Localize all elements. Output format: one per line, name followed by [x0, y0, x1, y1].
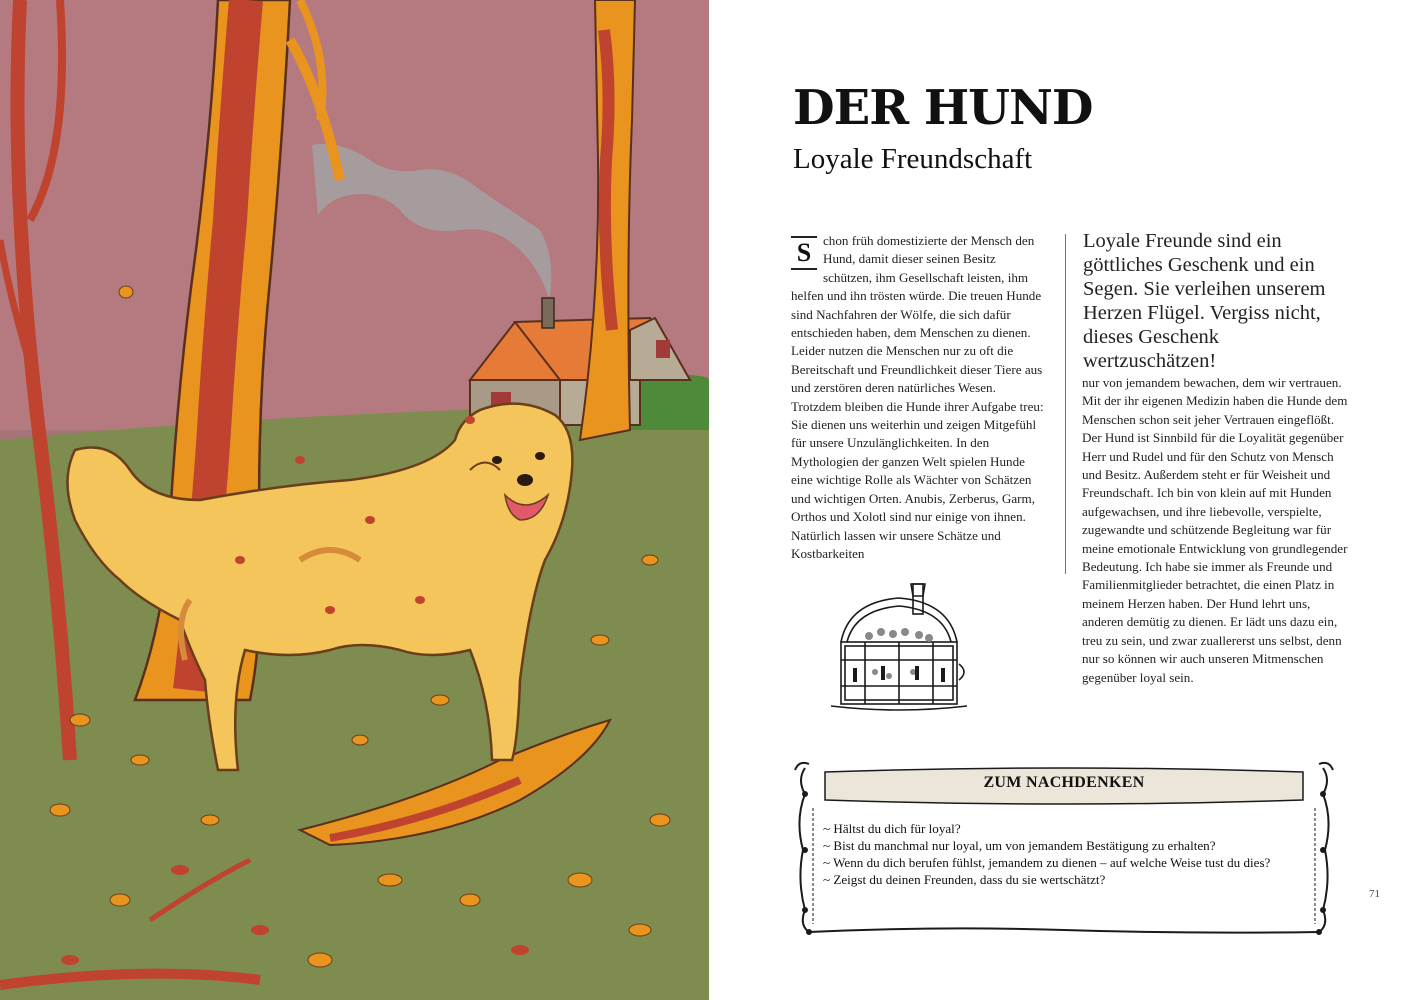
reflection-questions	[823, 820, 1270, 888]
column-divider	[1065, 234, 1066, 574]
list-item: ~ Zeigst du deinen Freunden, dass du sie wertschätzt?	[823, 872, 1106, 887]
treasure-chest-icon	[829, 580, 969, 720]
list-item: ~ Hältst du dich für loyal?	[823, 821, 961, 836]
pull-quote: Loyale Freunde sind ein göttliches Geschenk und ein Segen. Sie verleihen unserem Herzen Flügel. Vergiss nicht, dieses Geschenk wertzuschätzen!	[1083, 230, 1326, 372]
body-text-right: nur von jemandem bewachen, dem wir vertrauen. Mit der ihr eigenen Medizin haben die Hunde dem Menschen schon seit jeher Vertrauen eingeflößt. Der Hund ist Sinnbild für die Loyalität gegenüber Herr und Rudel und für den Schutz von Mensch und Besitz. Außerdem steht er für Weisheit und Freundschaft. Ich bin von klein auf mit Hunden aufgewachsen, und ihre liebevolle, verspielte, zugewandte und schützende Begleitung war für meine emotionale Entwicklung von grundlegender Bedeutung. Ich habe sie immer als Freunde und Familienmitglieder betrachtet, die einen Platz in meinem Herzen haben. Der Hund lehrt uns, anderen demütig zu dienen. Er lädt uns dazu ein, treu zu sein, und zwar zuallererst uns selbst, denn nur so können wir auch unseren Mitmenschen gegenüber loyal sein.	[1082, 375, 1348, 685]
text-page	[709, 0, 1417, 1000]
list-item: ~ Bist du manchmal nur loyal, um von jemandem Bestätigung zu erhalten?	[823, 838, 1216, 853]
page-subtitle: Loyale Freundschaft	[793, 143, 1033, 175]
page-title: DER HUND	[793, 80, 1093, 136]
body-text-left: chon früh domestizierte der Mensch den Hund, damit dieser seinen Besitz schützen, ihm Gesellschaft leisten, ihm helfen und ihn trösten würde. Die treuen Hunde sind Nachfahren der Wölfe, die sich dafür entschieden haben, dem Menschen zu dienen. Leider nutzen die Menschen nur zu oft die Bereitschaft und Freundlichkeit dieser Tiere aus und zerstören deren natürliches Wesen. Trotzdem bleiben die Hunde ihrer Aufgabe treu: Sie dienen uns weiterhin und zeigen Mitgefühl für unsere Unzulänglichkeiten. In den Mythologien der ganzen Welt spielen Hunde eine wichtige Rolle als Wächter von Schätzen und wichtigen Orten. Anubis, Zerberus, Garm, Orthos und Xolotl sind nur einige von ihnen. Natürlich lassen wir unsere Schätze und Kostbarkeiten	[791, 233, 1044, 561]
page-number: 71	[1369, 888, 1380, 900]
drop-cap: S	[791, 236, 817, 270]
list-item: ~ Wenn du dich berufen fühlst, jemandem zu dienen – auf welche Weise tust du dies?	[823, 855, 1271, 870]
reflection-box	[789, 760, 1339, 935]
reflection-title: ZUM NACHDENKEN	[983, 774, 1145, 791]
body-column-left	[791, 232, 1047, 563]
